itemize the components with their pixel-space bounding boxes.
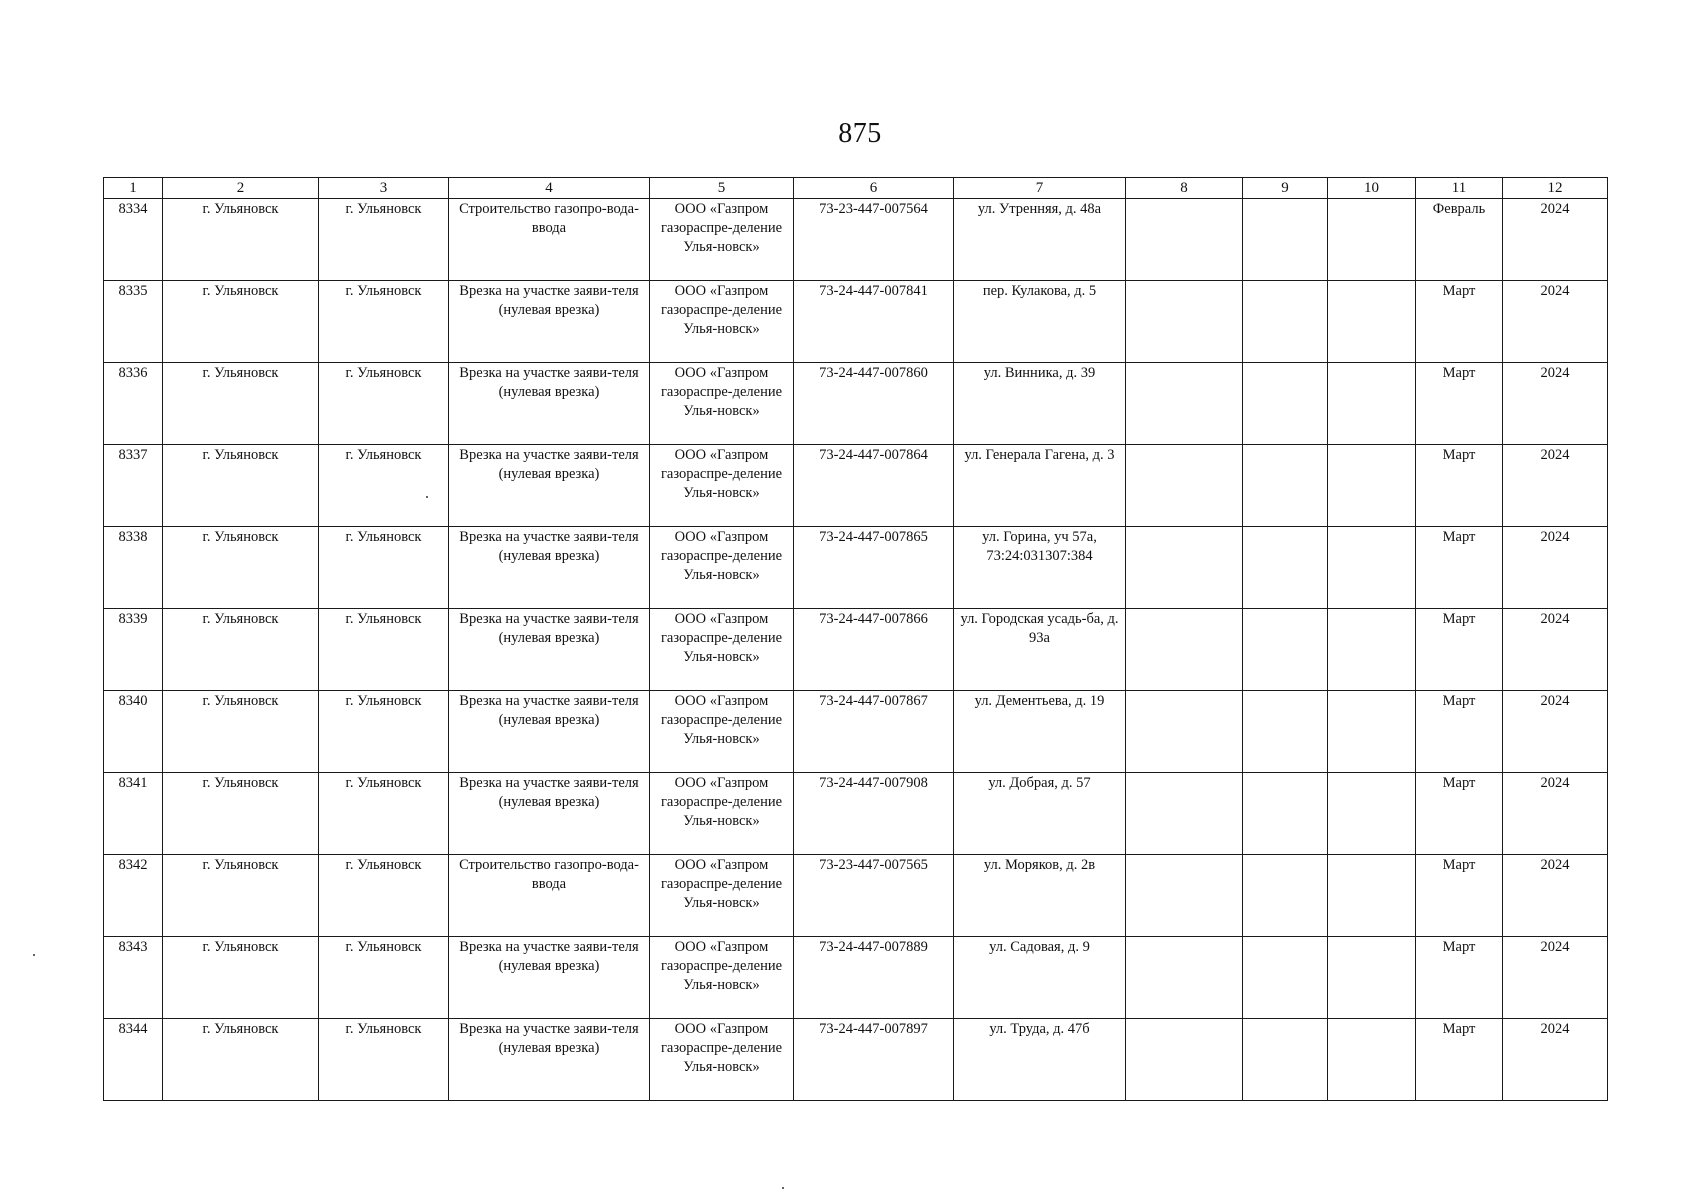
column-10-cell — [1328, 609, 1416, 691]
month-cell: Март — [1416, 281, 1503, 363]
organization-cell: ООО «Газпром газораспре-деление Улья-новск» — [650, 855, 794, 937]
column-9-cell — [1243, 199, 1328, 281]
table-row — [104, 609, 1608, 691]
column-header: 9 — [1243, 178, 1328, 199]
district-cell: г. Ульяновск — [319, 527, 449, 609]
column-10-cell — [1328, 199, 1416, 281]
application-code-cell: 73-24-447-007841 — [794, 281, 954, 363]
column-9-cell — [1243, 691, 1328, 773]
year-cell: 2024 — [1503, 691, 1608, 773]
work-type-cell: Врезка на участке заяви-теля (нулевая врезка) — [449, 773, 650, 855]
year-cell: 2024 — [1503, 199, 1608, 281]
work-type-cell: Врезка на участке заяви-теля (нулевая врезка) — [449, 281, 650, 363]
work-type-cell: Врезка на участке заяви-теля (нулевая врезка) — [449, 937, 650, 1019]
column-9-cell — [1243, 527, 1328, 609]
column-10-cell — [1328, 445, 1416, 527]
column-10-cell — [1328, 281, 1416, 363]
row-number-cell: 8344 — [104, 1019, 163, 1101]
column-9-cell — [1243, 281, 1328, 363]
row-number-cell: 8339 — [104, 609, 163, 691]
row-number-cell: 8334 — [104, 199, 163, 281]
table-row — [104, 855, 1608, 937]
address-cell: ул. Утренняя, д. 48а — [954, 199, 1126, 281]
city-cell: г. Ульяновск — [163, 445, 319, 527]
row-number-cell: 8335 — [104, 281, 163, 363]
year-cell: 2024 — [1503, 773, 1608, 855]
column-header: 2 — [163, 178, 319, 199]
table-row — [104, 937, 1608, 1019]
column-9-cell — [1243, 445, 1328, 527]
column-10-cell — [1328, 855, 1416, 937]
district-cell: г. Ульяновск — [319, 281, 449, 363]
organization-cell: ООО «Газпром газораспре-деление Улья-новск» — [650, 937, 794, 1019]
column-8-cell — [1126, 445, 1243, 527]
month-cell: Март — [1416, 445, 1503, 527]
city-cell: г. Ульяновск — [163, 937, 319, 1019]
address-cell: ул. Дементьева, д. 19 — [954, 691, 1126, 773]
address-cell: ул. Моряков, д. 2в — [954, 855, 1126, 937]
table-body — [104, 199, 1608, 1101]
city-cell: г. Ульяновск — [163, 1019, 319, 1101]
column-9-cell — [1243, 609, 1328, 691]
table-row — [104, 691, 1608, 773]
year-cell: 2024 — [1503, 855, 1608, 937]
month-cell: Март — [1416, 773, 1503, 855]
work-type-cell: Врезка на участке заяви-теля (нулевая врезка) — [449, 363, 650, 445]
application-code-cell: 73-24-447-007866 — [794, 609, 954, 691]
column-header: 12 — [1503, 178, 1608, 199]
district-cell: г. Ульяновск — [319, 363, 449, 445]
table-header — [104, 178, 1608, 199]
column-8-cell — [1126, 937, 1243, 1019]
row-number-cell: 8337 — [104, 445, 163, 527]
organization-cell: ООО «Газпром газораспре-деление Улья-новск» — [650, 445, 794, 527]
application-code-cell: 73-24-447-007864 — [794, 445, 954, 527]
application-code-cell: 73-24-447-007889 — [794, 937, 954, 1019]
district-cell: г. Ульяновск — [319, 1019, 449, 1101]
address-cell: ул. Горина, уч 57а, 73:24:031307:384 — [954, 527, 1126, 609]
address-cell: пер. Кулакова, д. 5 — [954, 281, 1126, 363]
work-type-cell: Строительство газопро-вода-ввода — [449, 199, 650, 281]
table-row — [104, 527, 1608, 609]
application-code-cell: 73-24-447-007908 — [794, 773, 954, 855]
address-cell: ул. Винника, д. 39 — [954, 363, 1126, 445]
table-row — [104, 1019, 1608, 1101]
city-cell: г. Ульяновск — [163, 691, 319, 773]
organization-cell: ООО «Газпром газораспре-деление Улья-новск» — [650, 1019, 794, 1101]
column-8-cell — [1126, 527, 1243, 609]
work-type-cell: Врезка на участке заяви-теля (нулевая врезка) — [449, 691, 650, 773]
table-row — [104, 281, 1608, 363]
table-row — [104, 363, 1608, 445]
year-cell: 2024 — [1503, 281, 1608, 363]
row-number-cell: 8336 — [104, 363, 163, 445]
month-cell: Март — [1416, 937, 1503, 1019]
column-10-cell — [1328, 937, 1416, 1019]
month-cell: Март — [1416, 527, 1503, 609]
column-10-cell — [1328, 691, 1416, 773]
row-number-cell: 8343 — [104, 937, 163, 1019]
column-8-cell — [1126, 363, 1243, 445]
column-8-cell — [1126, 609, 1243, 691]
year-cell: 2024 — [1503, 363, 1608, 445]
header-row — [104, 178, 1608, 199]
year-cell: 2024 — [1503, 527, 1608, 609]
column-9-cell — [1243, 855, 1328, 937]
column-8-cell — [1126, 281, 1243, 363]
city-cell: г. Ульяновск — [163, 527, 319, 609]
month-cell: Февраль — [1416, 199, 1503, 281]
year-cell: 2024 — [1503, 445, 1608, 527]
month-cell: Март — [1416, 1019, 1503, 1101]
row-number-cell: 8341 — [104, 773, 163, 855]
application-code-cell: 73-24-447-007867 — [794, 691, 954, 773]
month-cell: Март — [1416, 855, 1503, 937]
column-10-cell — [1328, 773, 1416, 855]
column-9-cell — [1243, 363, 1328, 445]
table-row — [104, 773, 1608, 855]
scan-speck — [426, 496, 428, 498]
column-10-cell — [1328, 363, 1416, 445]
column-header: 7 — [954, 178, 1126, 199]
city-cell: г. Ульяновск — [163, 199, 319, 281]
row-number-cell: 8342 — [104, 855, 163, 937]
work-type-cell: Врезка на участке заяви-теля (нулевая врезка) — [449, 609, 650, 691]
work-type-cell: Врезка на участке заяви-теля (нулевая врезка) — [449, 445, 650, 527]
organization-cell: ООО «Газпром газораспре-деление Улья-новск» — [650, 609, 794, 691]
month-cell: Март — [1416, 609, 1503, 691]
address-cell: ул. Добрая, д. 57 — [954, 773, 1126, 855]
work-type-cell: Строительство газопро-вода-ввода — [449, 855, 650, 937]
column-8-cell — [1126, 855, 1243, 937]
column-8-cell — [1126, 1019, 1243, 1101]
column-header: 5 — [650, 178, 794, 199]
column-9-cell — [1243, 937, 1328, 1019]
column-9-cell — [1243, 773, 1328, 855]
application-code-cell: 73-24-447-007860 — [794, 363, 954, 445]
row-number-cell: 8338 — [104, 527, 163, 609]
city-cell: г. Ульяновск — [163, 609, 319, 691]
district-cell: г. Ульяновск — [319, 855, 449, 937]
city-cell: г. Ульяновск — [163, 773, 319, 855]
column-8-cell — [1126, 773, 1243, 855]
column-header: 4 — [449, 178, 650, 199]
scan-speck — [782, 1187, 784, 1189]
organization-cell: ООО «Газпром газораспре-деление Улья-новск» — [650, 363, 794, 445]
organization-cell: ООО «Газпром газораспре-деление Улья-новск» — [650, 527, 794, 609]
work-type-cell: Врезка на участке заяви-теля (нулевая врезка) — [449, 527, 650, 609]
city-cell: г. Ульяновск — [163, 281, 319, 363]
work-type-cell: Врезка на участке заяви-теля (нулевая врезка) — [449, 1019, 650, 1101]
table-row — [104, 199, 1608, 281]
year-cell: 2024 — [1503, 937, 1608, 1019]
district-cell: г. Ульяновск — [319, 199, 449, 281]
year-cell: 2024 — [1503, 609, 1608, 691]
district-cell: г. Ульяновск — [319, 773, 449, 855]
month-cell: Март — [1416, 691, 1503, 773]
city-cell: г. Ульяновск — [163, 363, 319, 445]
address-cell: ул. Садовая, д. 9 — [954, 937, 1126, 1019]
address-cell: ул. Городская усадь-ба, д. 93а — [954, 609, 1126, 691]
month-cell: Март — [1416, 363, 1503, 445]
application-code-cell: 73-24-447-007897 — [794, 1019, 954, 1101]
column-header: 1 — [104, 178, 163, 199]
district-cell: г. Ульяновск — [319, 937, 449, 1019]
column-header: 6 — [794, 178, 954, 199]
application-code-cell: 73-23-447-007565 — [794, 855, 954, 937]
address-cell: ул. Генерала Гагена, д. 3 — [954, 445, 1126, 527]
year-cell: 2024 — [1503, 1019, 1608, 1101]
application-code-cell: 73-24-447-007865 — [794, 527, 954, 609]
address-cell: ул. Труда, д. 47б — [954, 1019, 1126, 1101]
page-number: 875 — [838, 118, 882, 149]
city-cell: г. Ульяновск — [163, 855, 319, 937]
organization-cell: ООО «Газпром газораспре-деление Улья-новск» — [650, 199, 794, 281]
column-header: 10 — [1328, 178, 1416, 199]
column-header: 3 — [319, 178, 449, 199]
column-header: 11 — [1416, 178, 1503, 199]
row-number-cell: 8340 — [104, 691, 163, 773]
organization-cell: ООО «Газпром газораспре-деление Улья-новск» — [650, 773, 794, 855]
column-header: 8 — [1126, 178, 1243, 199]
registry-table — [103, 177, 1608, 1101]
table-row — [104, 445, 1608, 527]
organization-cell: ООО «Газпром газораспре-деление Улья-новск» — [650, 691, 794, 773]
scan-speck — [33, 954, 35, 956]
column-9-cell — [1243, 1019, 1328, 1101]
district-cell: г. Ульяновск — [319, 609, 449, 691]
application-code-cell: 73-23-447-007564 — [794, 199, 954, 281]
column-10-cell — [1328, 1019, 1416, 1101]
organization-cell: ООО «Газпром газораспре-деление Улья-новск» — [650, 281, 794, 363]
district-cell: г. Ульяновск — [319, 691, 449, 773]
column-8-cell — [1126, 691, 1243, 773]
district-cell: г. Ульяновск — [319, 445, 449, 527]
column-10-cell — [1328, 527, 1416, 609]
column-8-cell — [1126, 199, 1243, 281]
